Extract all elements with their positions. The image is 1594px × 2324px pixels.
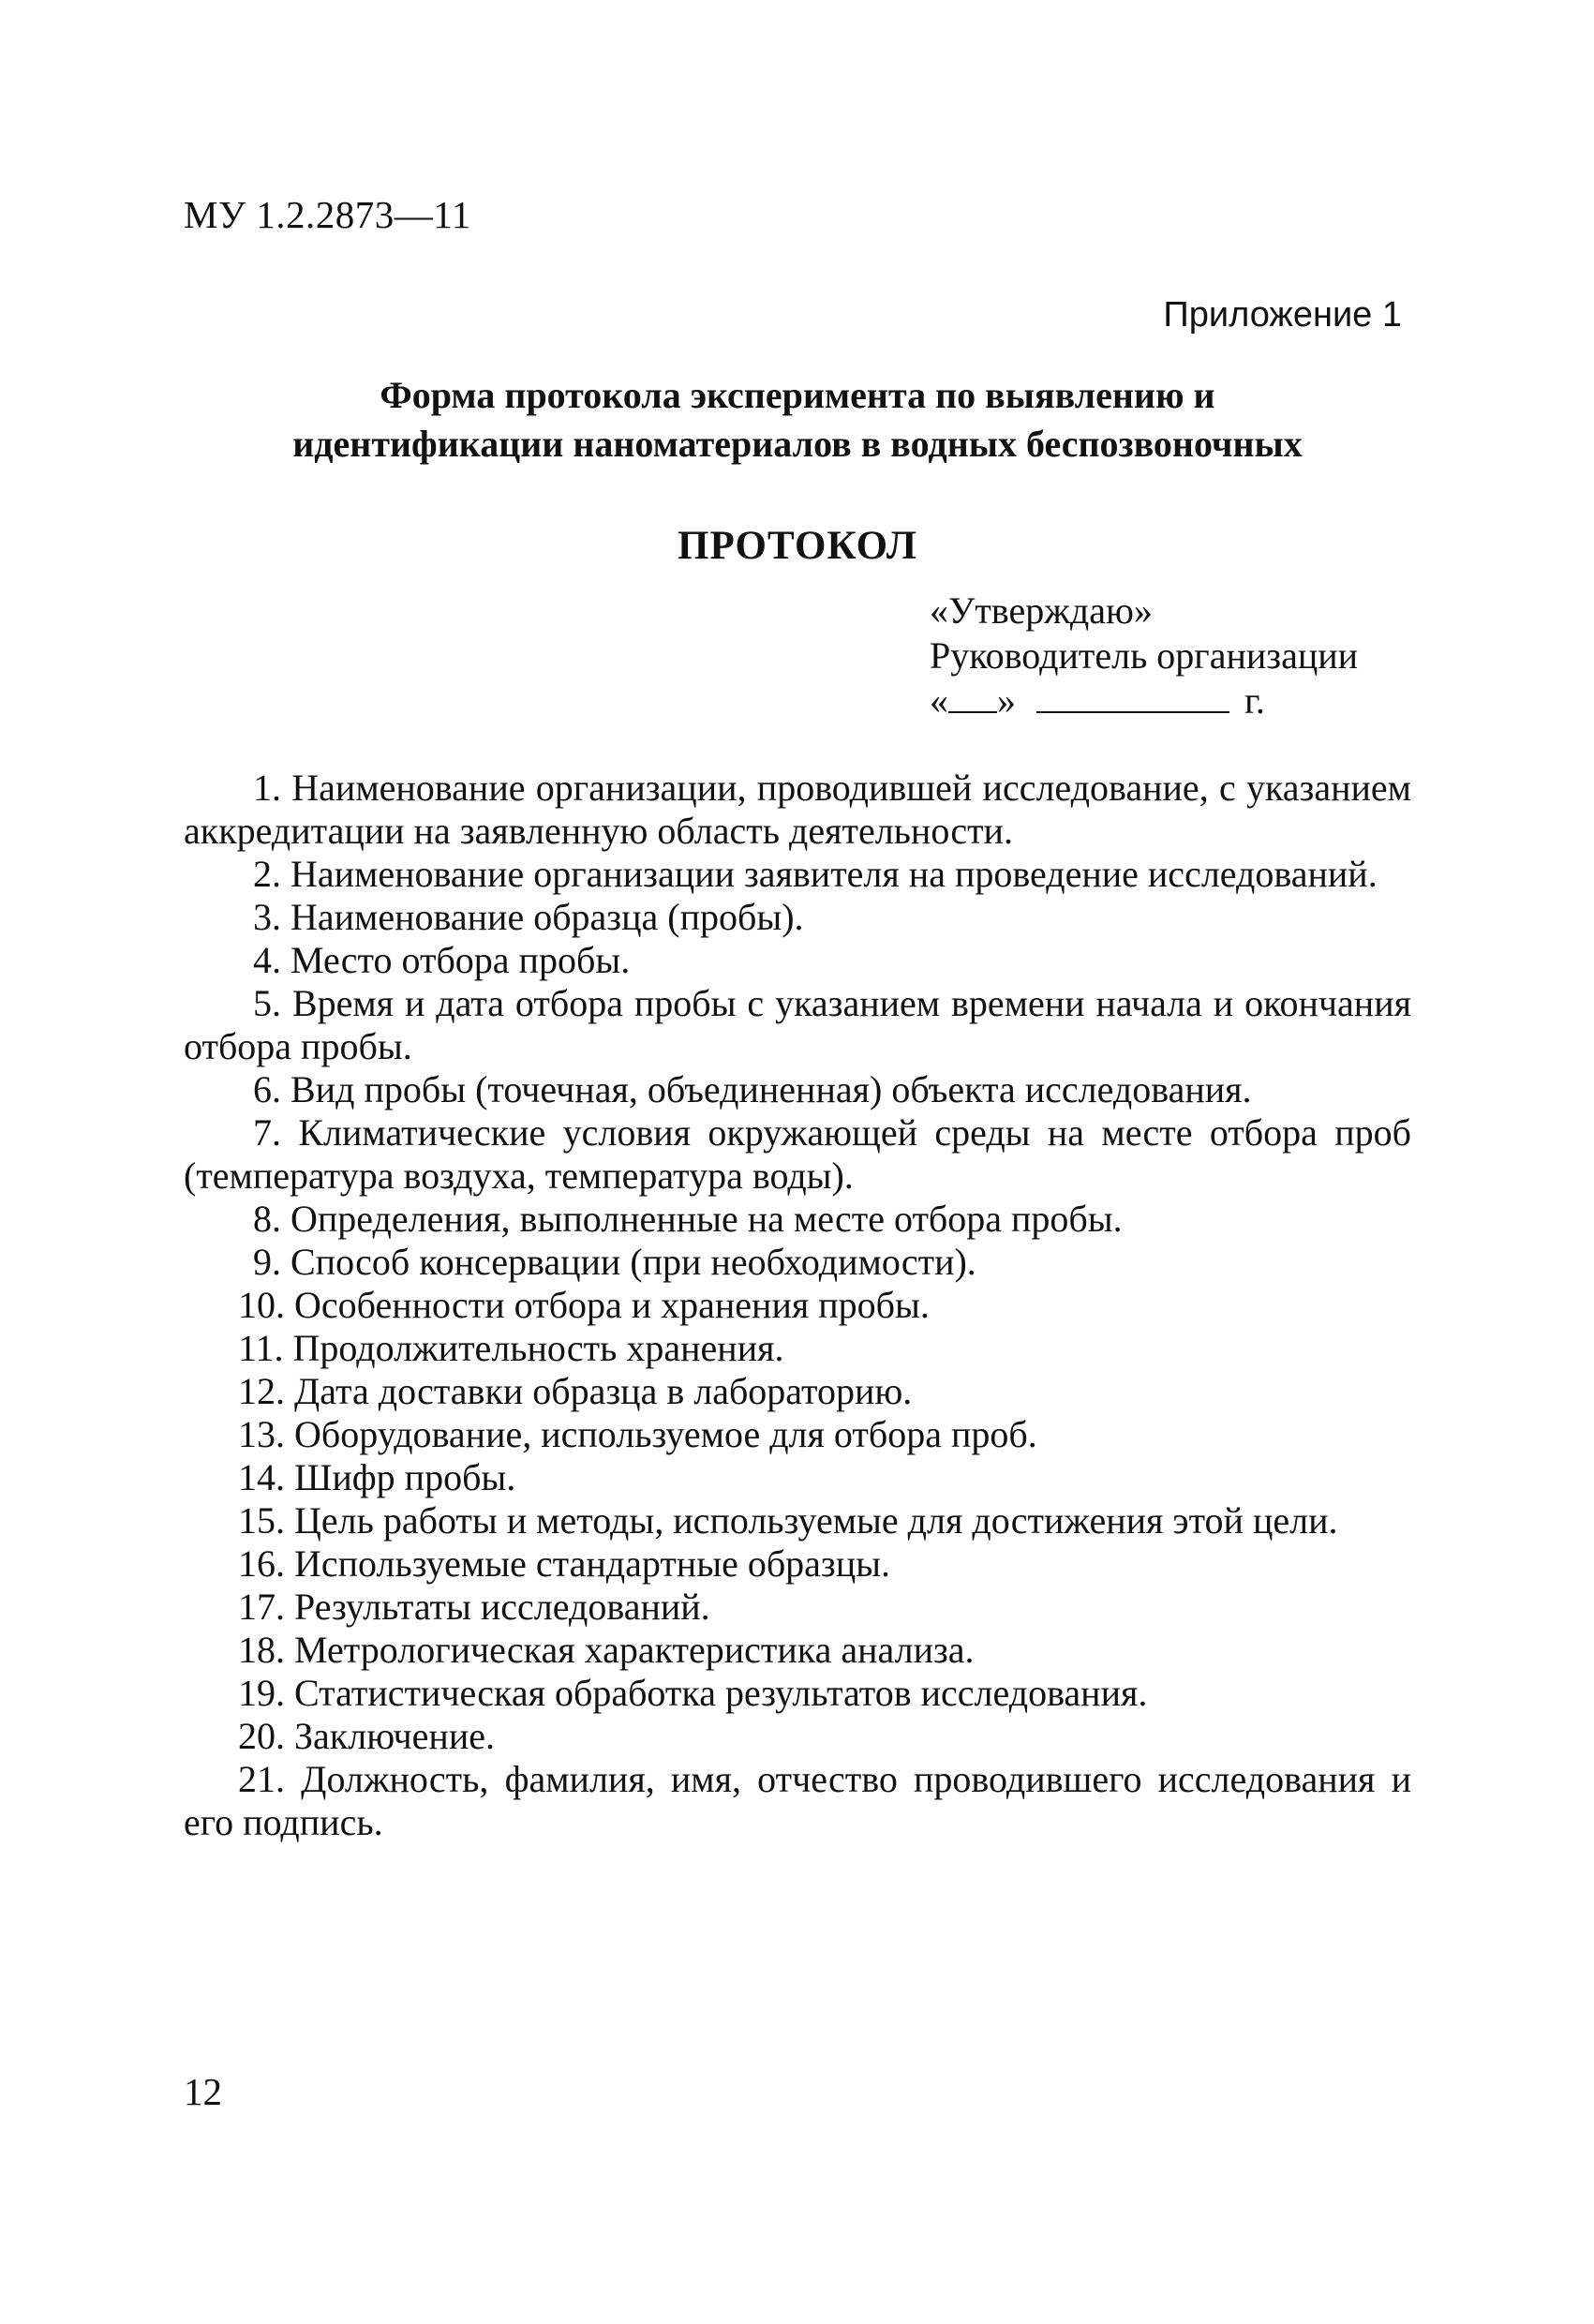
- list-item: 17. Результаты исследований.: [238, 1586, 710, 1628]
- document-code: МУ 1.2.2873—11: [184, 193, 471, 236]
- list-item: 10. Особенности отбора и хранения пробы.: [238, 1284, 930, 1326]
- day-blank: [948, 683, 997, 713]
- appendix-label: Приложение 1: [1163, 295, 1402, 335]
- list-item: 15. Цель работы и методы, используемые для достижения этой цели.: [238, 1499, 1338, 1542]
- approval-block: [930, 588, 1358, 723]
- protocol-items-list: [184, 767, 1411, 1844]
- date-quote-close: »: [997, 679, 1016, 722]
- list-item: 7. Климатические условия окружающей среды на месте отбора проб (температура воздуха, температура воды).: [184, 1111, 1411, 1197]
- list-item: 1. Наименование организации, проводившей исследование, с указанием аккредитации на заявленную область деятельности.: [184, 767, 1411, 852]
- form-title-line-1: Форма протокола эксперимента по выявлению и: [380, 374, 1215, 416]
- list-item: 18. Метрологическая характеристика анализа.: [238, 1629, 975, 1671]
- list-item: 12. Дата доставки образца в лабораторию.: [238, 1370, 913, 1412]
- list-item: 14. Шифр пробы.: [238, 1456, 516, 1498]
- date-quote-open: «: [930, 679, 948, 722]
- list-item: 16. Используемые стандартные образцы.: [238, 1542, 891, 1585]
- year-suffix: г.: [1244, 679, 1265, 722]
- list-item: 8. Определения, выполненные на месте отбора пробы.: [253, 1198, 1123, 1240]
- approval-head: Руководитель организации: [930, 634, 1359, 677]
- list-item: 11. Продолжительность хранения.: [238, 1327, 784, 1369]
- list-item: 13. Оборудование, используемое для отбора проб.: [238, 1413, 1037, 1455]
- month-blank: [1036, 683, 1229, 713]
- list-item: 19. Статистическая обработка результатов исследования.: [238, 1672, 1148, 1714]
- approval-approve: «Утверждаю»: [930, 589, 1153, 632]
- list-item: 20. Заключение.: [238, 1715, 495, 1757]
- form-title-line-2: идентификации наноматериалов в водных беспозвоночных: [292, 423, 1303, 465]
- list-item: 9. Способ консервации (при необходимости).: [253, 1241, 976, 1283]
- list-item: 6. Вид пробы (точечная, объединенная) объекта исследования.: [253, 1068, 1252, 1110]
- list-item: 5. Время и дата отбора пробы с указанием времени начала и окончания отбора пробы.: [184, 982, 1411, 1067]
- list-item: 3. Наименование образца (пробы).: [253, 896, 804, 938]
- list-item: 21. Должность, фамилия, имя, отчество проводившего исследования и его подпись.: [184, 1758, 1411, 1843]
- list-item: 2. Наименование организации заявителя на проведение исследований.: [253, 853, 1378, 895]
- page-number: 12: [184, 2070, 222, 2113]
- approval-date-line: [930, 678, 1358, 723]
- form-title: [184, 371, 1411, 469]
- list-item: 4. Место отбора пробы.: [253, 939, 631, 981]
- protocol-heading: ПРОТОКОЛ: [678, 524, 917, 568]
